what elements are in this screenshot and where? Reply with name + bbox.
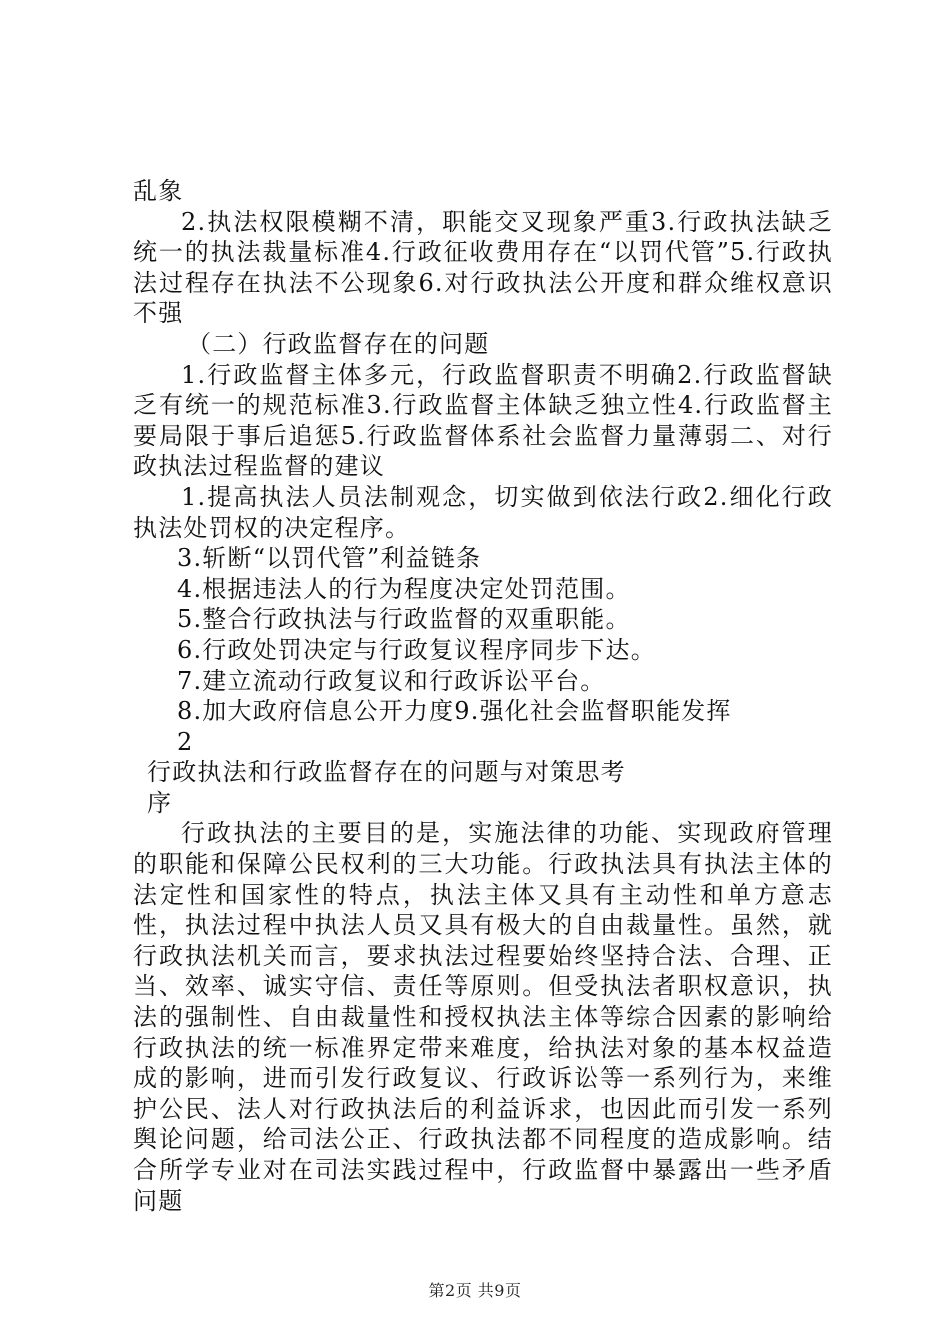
paragraph-suggestion-1-2: 1.提高执法人员法制观念，切实做到依法行政2.细化行政执法处罚权的决定程序。 bbox=[133, 482, 833, 542]
inline-page-number: 2 bbox=[177, 727, 194, 756]
paragraph-supervision-problems: 1.行政监督主体多元，行政监督职责不明确2.行政监督缺乏有统一的规范标准3.行政监督主体缺乏独立性4.行政监督主要局限于事后追惩5.行政监督体系社会监督力量薄弱二、对行政执法过程监督的建议 bbox=[133, 360, 833, 481]
paragraph-suggestion-8-9: 8.加大政府信息公开力度9.强化社会监督职能发挥 bbox=[177, 697, 732, 726]
paragraph-execution-problems: 2.执法权限模糊不清，职能交叉现象严重3.行政执法缺乏统一的执法裁量标准4.行政征收费用存在“以罚代管”5.行政执法过程存在执法不公现象6.对行政执法公开度和群众维权意识不强 bbox=[133, 207, 833, 328]
preface-heading: 序 bbox=[147, 788, 173, 817]
paragraph-suggestion-5: 5.整合行政执法与行政监督的双重职能。 bbox=[177, 605, 631, 634]
paragraph-suggestion-6: 6.行政处罚决定与行政复议程序同步下达。 bbox=[177, 635, 656, 664]
paragraph-suggestion-7: 7.建立流动行政复议和行政诉讼平台。 bbox=[177, 666, 606, 695]
paragraph-continuation: 乱象 bbox=[133, 177, 184, 205]
paragraph-suggestion-3: 3.斩断“以罚代管”利益链条 bbox=[177, 544, 482, 573]
paragraph-suggestion-4: 4.根据违法人的行为程度决定处罚范围。 bbox=[177, 574, 631, 603]
section-heading-supervision-problems: （二）行政监督存在的问题 bbox=[187, 329, 490, 358]
article-title: 行政执法和行政监督存在的问题与对策思考 bbox=[147, 758, 626, 787]
document-body bbox=[133, 176, 833, 1216]
preface-paragraph: 行政执法的主要目的是，实施法律的功能、实现政府管理的职能和保障公民权利的三大功能。行政执法具有执法主体的法定性和国家性的特点，执法主体又具有主动性和单方意志性，执法过程中执法人员又具有极大的自由裁量性。虽然，就行政执法机关而言，要求执法过程要始终坚持合法、合理、正当、效率、诚实守信、责任等原则。但受执法者职权意识，执法的强制性、自由裁量性和授权执法主体等综合因素的影响给行政执法的统一标准界定带来难度，给执法对象的基本权益造成的影响，进而引发行政复议、行政诉讼等一系列行为，来维护公民、法人对行政执法后的利益诉求，也因此而引发一系列舆论问题，给司法公正、行政执法都不同程度的造成影响。结合所学专业对在司法实践过程中，行政监督中暴露出一些矛盾问题 bbox=[133, 819, 833, 1215]
page-footer: 第2页 共9页 bbox=[428, 1281, 522, 1300]
